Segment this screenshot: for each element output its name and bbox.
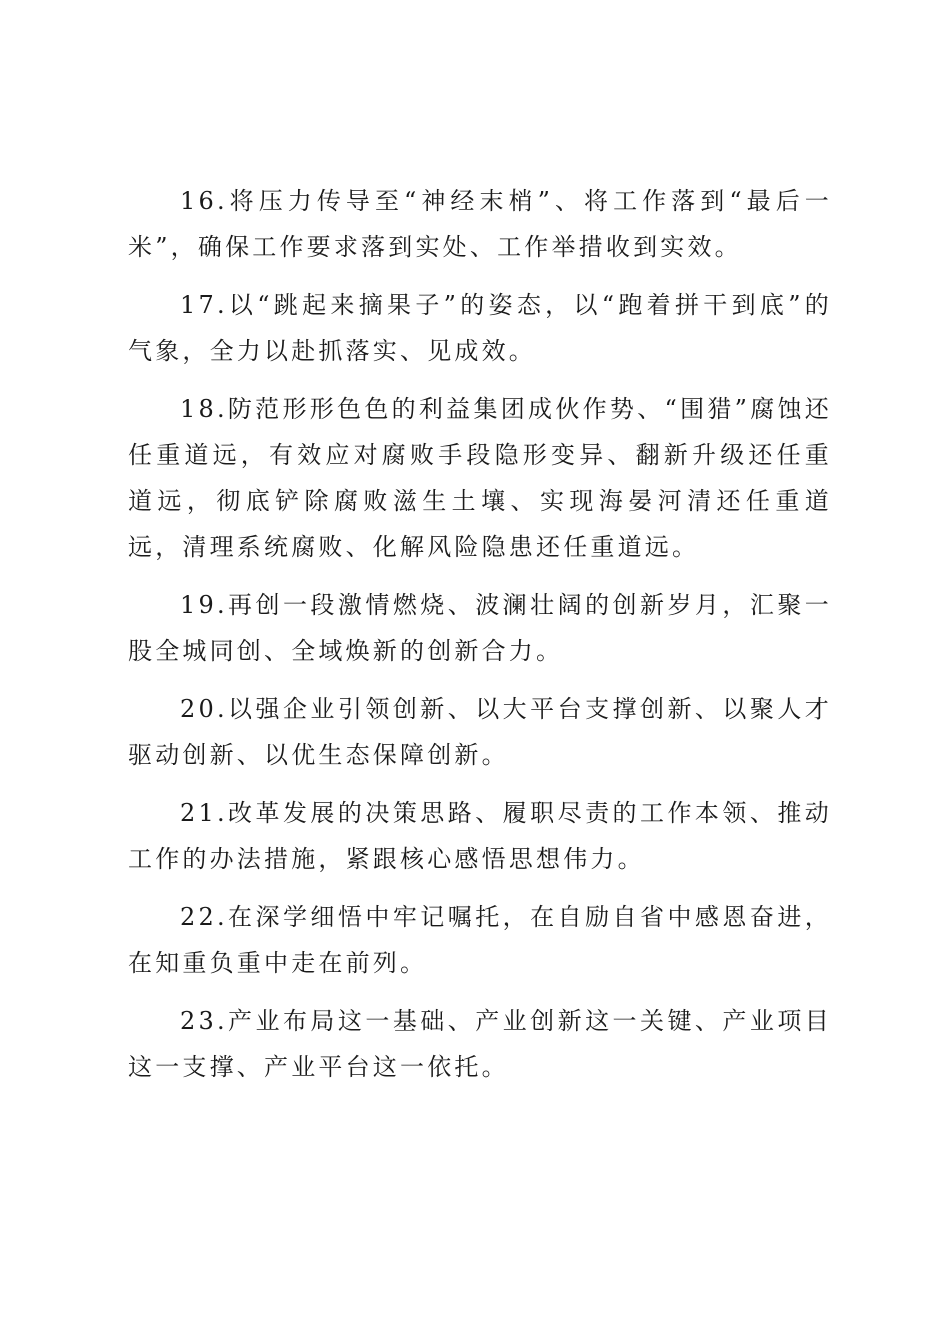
paragraph-17: 17.以“跳起来摘果子”的姿态，以“跑着拼干到底”的气象，全力以赴抓落实、见成效。 (128, 291, 832, 365)
paragraph-19: 19.再创一段激情燃烧、波澜壮阔的创新岁月，汇聚一股全城同创、全域焕新的创新合力。 (128, 591, 832, 665)
paragraph-22: 22.在深学细悟中牢记嘱托，在自励自省中感恩奋进，在知重负重中走在前列。 (128, 903, 832, 977)
paragraph-16: 16.将压力传导至“神经末梢”、将工作落到“最后一米”，确保工作要求落到实处、工作举措收到实效。 (128, 187, 832, 261)
paragraph-18: 18.防范形形色色的利益集团成伙作势、“围猎”腐蚀还任重道远，有效应对腐败手段隐形变异、翻新升级还任重道远，彻底铲除腐败滋生土壤、实现海晏河清还任重道远，清理系统腐败、化解风险隐患还任重道远。 (128, 395, 832, 561)
paragraph-20: 20.以强企业引领创新、以大平台支撑创新、以聚人才驱动创新、以优生态保障创新。 (128, 695, 832, 769)
paragraph-21: 21.改革发展的决策思路、履职尽责的工作本领、推动工作的办法措施，紧跟核心感悟思想伟力。 (128, 799, 832, 873)
document-body (128, 178, 832, 1102)
paragraph-23: 23.产业布局这一基础、产业创新这一关键、产业项目这一支撑、产业平台这一依托。 (128, 1007, 832, 1081)
